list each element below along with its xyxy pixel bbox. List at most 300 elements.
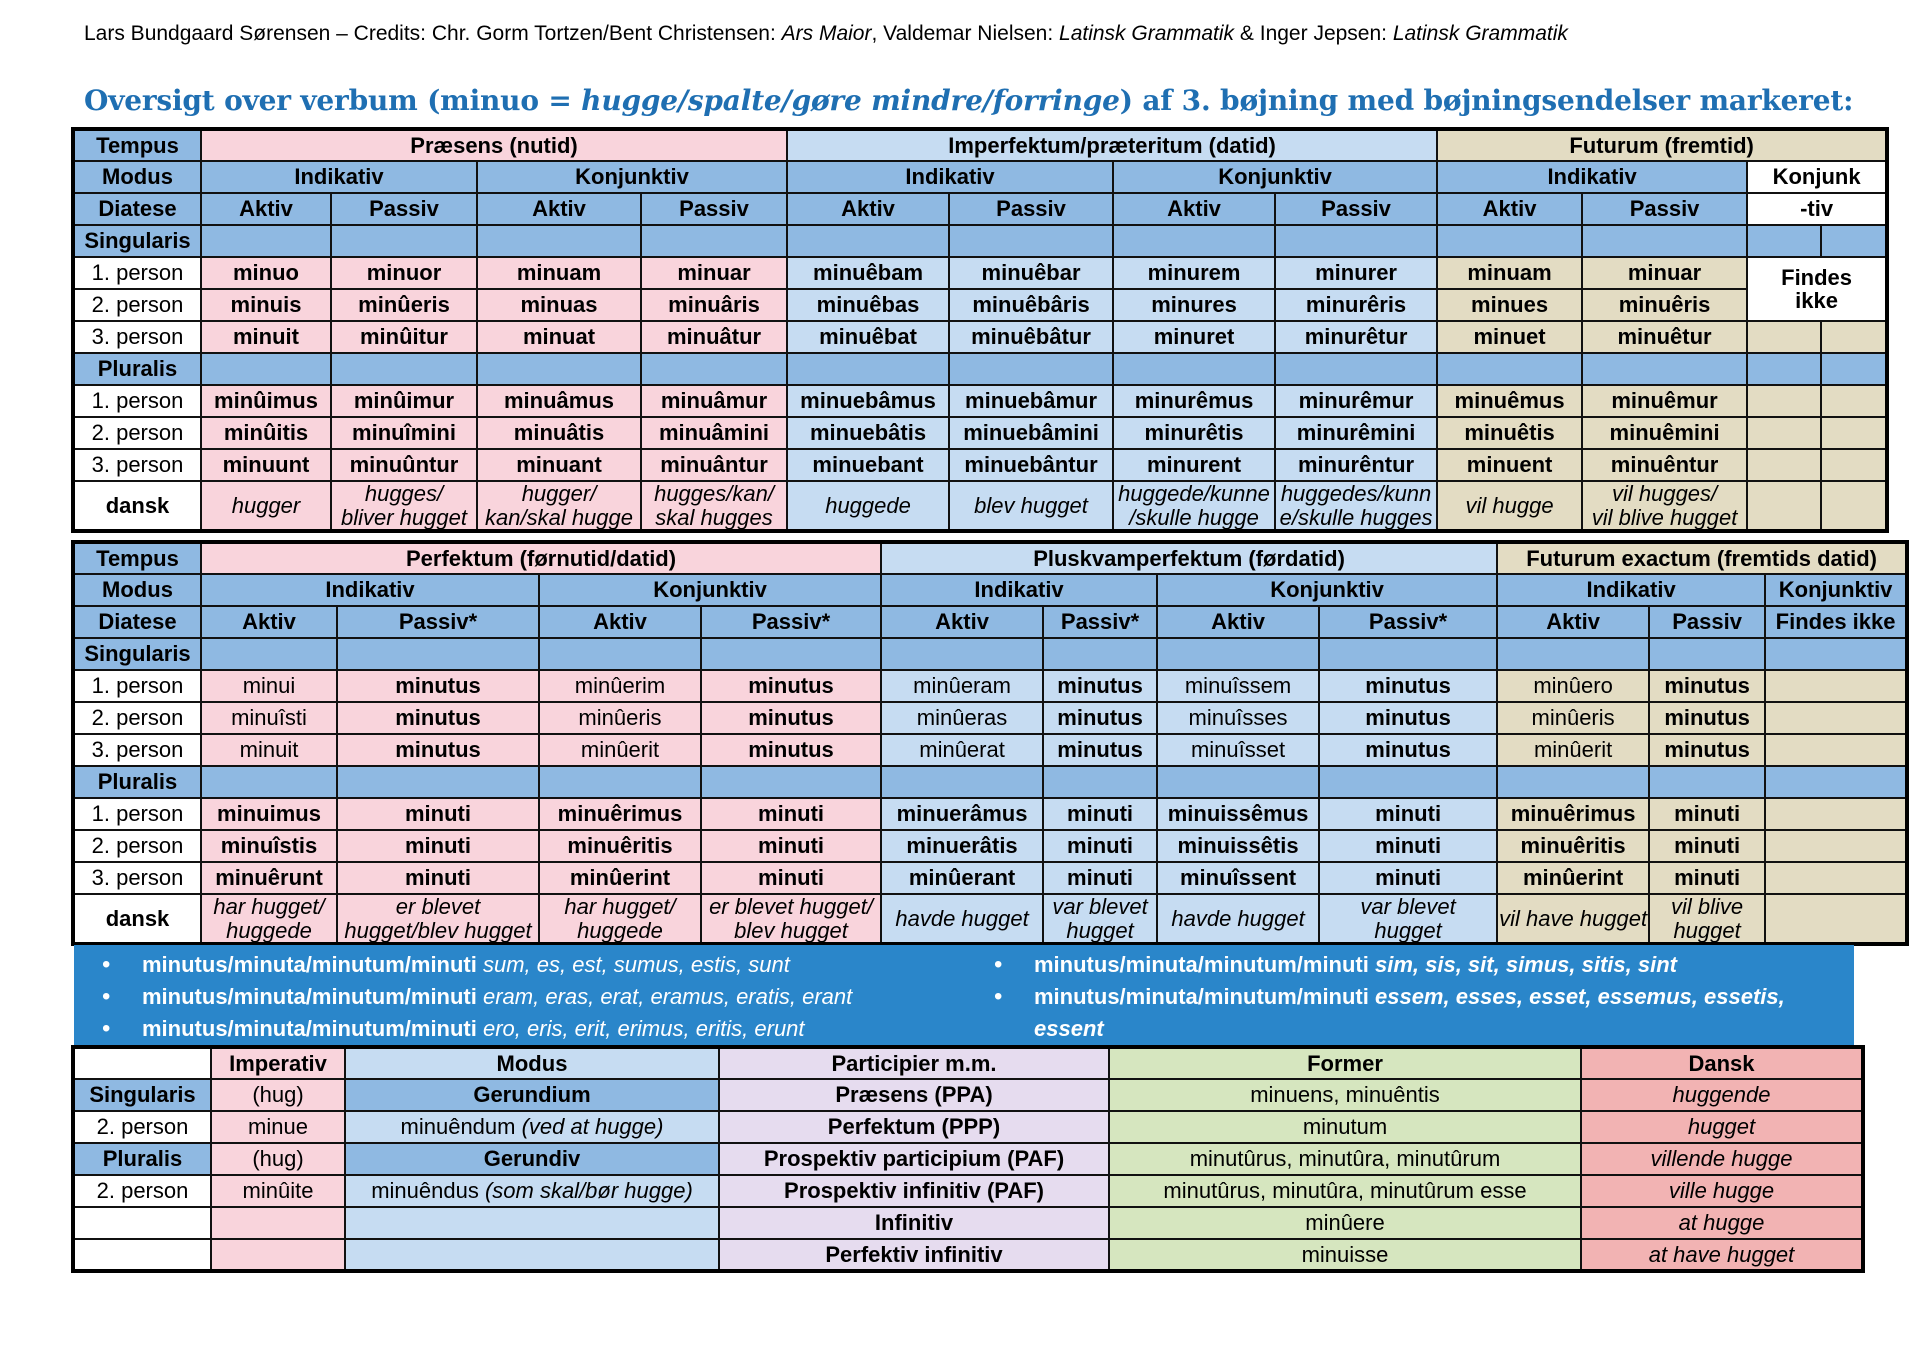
band-endings: ero, eris, erit, erimus, eritis, erunt	[476, 1016, 805, 1041]
spacer-cell	[1765, 638, 1907, 670]
verb-form: minuas	[477, 289, 641, 321]
danish-translation	[1275, 481, 1437, 531]
verb-form: minuissêmus	[1157, 798, 1319, 830]
row-label	[73, 1239, 211, 1271]
translation-line: hugget	[1374, 917, 1442, 943]
empty-cell	[1765, 894, 1907, 944]
verb-form: minuêrimus	[1497, 798, 1649, 830]
verb-form: minuti	[701, 830, 881, 862]
empty-cell	[1821, 417, 1887, 449]
verb-form: minutus	[1043, 670, 1157, 702]
former-value: minutum	[1109, 1111, 1581, 1143]
credits-prefix: Lars Bundgaard Sørensen – Credits: Chr. Gorm Tortzen/Bent Christensen:	[84, 22, 782, 45]
tempus-header: Perfektum (førnutid/datid)	[201, 542, 881, 574]
band-column-left	[102, 949, 852, 1045]
table-row	[73, 862, 1907, 894]
verb-form: minuêbat	[787, 321, 949, 353]
modus-text: Gerundium	[473, 1082, 591, 1108]
table-row	[73, 894, 1907, 944]
verb-form: minuti	[1043, 798, 1157, 830]
verb-form: minuêtur	[1582, 321, 1747, 353]
row-label: 2. person	[73, 1175, 211, 1207]
imperative-form	[211, 1239, 345, 1271]
table-row	[73, 161, 1887, 193]
empty-cell	[1765, 862, 1907, 894]
verb-form: minûerim	[539, 670, 701, 702]
participle-label: Prospektiv infinitiv (PAF)	[719, 1175, 1109, 1207]
verb-form: minûimur	[331, 385, 477, 417]
table-row	[73, 321, 1887, 353]
verb-form: minuebântur	[949, 449, 1113, 481]
spacer-cell	[1765, 766, 1907, 798]
danish-translation	[701, 894, 881, 944]
table-row	[73, 129, 1887, 161]
spacer-cell	[539, 766, 701, 798]
verb-form: minûerant	[881, 862, 1043, 894]
table-row	[73, 1111, 1863, 1143]
person-label: 1. person	[73, 385, 201, 417]
verb-form: minuret	[1113, 321, 1275, 353]
band-bold: minutus/minuta/minutum/minuti	[142, 1016, 477, 1041]
empty-cell	[1747, 385, 1821, 417]
translation-line: kan/skal hugge	[485, 504, 633, 530]
modus-form	[345, 1079, 719, 1111]
verb-form: minutus	[701, 734, 881, 766]
diatese-header: Passiv	[641, 193, 787, 225]
page-title-post: ) af 3. bøjning med bøjningsendelser markeret:	[1119, 84, 1854, 117]
verb-form: minuîsses	[1157, 702, 1319, 734]
verb-form: minutus	[1649, 734, 1765, 766]
modus-text: minuêndum	[400, 1114, 516, 1140]
person-label: 3. person	[73, 862, 201, 894]
translation-line: vil blive	[1671, 894, 1744, 920]
table-row	[73, 1047, 1863, 1079]
diatese-header: Aktiv	[201, 193, 331, 225]
verb-form: minuâmur	[641, 385, 787, 417]
credits-mid-2: & Inger Jepsen:	[1234, 22, 1393, 45]
modus-text: Gerundiv	[483, 1146, 581, 1172]
empty-cell	[1765, 798, 1907, 830]
table-row	[73, 638, 1907, 670]
tempus-header: Imperfektum/præteritum (datid)	[787, 129, 1437, 161]
verb-form: minurêtis	[1113, 417, 1275, 449]
verb-form: minurêris	[1275, 289, 1437, 321]
table-row	[73, 830, 1907, 862]
verb-form: minurêmur	[1275, 385, 1437, 417]
verb-form: minuâtis	[477, 417, 641, 449]
verb-form: minuâris	[641, 289, 787, 321]
translation-line: hugget	[1673, 917, 1741, 943]
empty-cell	[1821, 385, 1887, 417]
spacer-cell	[539, 638, 701, 670]
modus-header: Konjunktiv	[477, 161, 787, 193]
translation-line: blev hugget	[734, 917, 848, 943]
credits-mid-1: , Valdemar Nielsen:	[871, 22, 1060, 45]
empty-cell	[73, 1047, 211, 1079]
spacer-cell	[201, 766, 337, 798]
verb-form: minuent	[1437, 449, 1582, 481]
credits-line	[84, 22, 1568, 46]
modus-header: Indikativ	[881, 574, 1157, 606]
verb-form: minuêbam	[787, 257, 949, 289]
verb-form: minui	[201, 670, 337, 702]
ikke-text: ikke	[1795, 288, 1838, 313]
verb-form: minûeras	[881, 702, 1043, 734]
verb-form: minuti	[1043, 830, 1157, 862]
label-dansk: dansk	[73, 894, 201, 944]
empty-cell	[1747, 481, 1821, 531]
former-value: minuisse	[1109, 1239, 1581, 1271]
diatese-header: Passiv	[331, 193, 477, 225]
verb-form: minuêrimus	[539, 798, 701, 830]
translation-line: bliver hugget	[341, 504, 467, 530]
verb-form: minuîssent	[1157, 862, 1319, 894]
diatese-header: Aktiv	[539, 606, 701, 638]
spacer-cell	[1043, 638, 1157, 670]
danish-value: at have hugget	[1581, 1239, 1863, 1271]
verb-form: minuebâmur	[949, 385, 1113, 417]
translation-line: /skulle hugge	[1129, 504, 1259, 530]
person-label: 1. person	[73, 798, 201, 830]
empty-cell	[1765, 702, 1907, 734]
label-dansk: dansk	[73, 481, 201, 531]
danish-translation	[787, 481, 949, 531]
danish-translation	[1582, 481, 1747, 531]
table-row	[73, 1143, 1863, 1175]
band-bold: minutus/minuta/minutum/minuti	[142, 952, 477, 977]
participle-label: Prospektiv participium (PAF)	[719, 1143, 1109, 1175]
spacer-cell	[1582, 353, 1747, 385]
former-value: minuens, minuêntis	[1109, 1079, 1581, 1111]
diatese-header: Findes ikke	[1765, 606, 1907, 638]
spacer-cell	[1821, 225, 1887, 257]
tempus-header: Pluskvamperfektum (førdatid)	[881, 542, 1497, 574]
imperative-form: minue	[211, 1111, 345, 1143]
verb-form: minuant	[477, 449, 641, 481]
spacer-cell	[1319, 766, 1497, 798]
verb-form: minuor	[331, 257, 477, 289]
verb-form: minuat	[477, 321, 641, 353]
danish-translation	[1649, 894, 1765, 944]
modus-header: Konjunktiv	[539, 574, 881, 606]
translation-line: hugget/blev hugget	[344, 917, 532, 943]
table-row	[73, 417, 1887, 449]
translation-line: var blevet	[1360, 894, 1456, 920]
person-label: 2. person	[73, 830, 201, 862]
spacer-cell	[337, 638, 539, 670]
imperative-form	[211, 1207, 345, 1239]
verb-form: minuîstis	[201, 830, 337, 862]
spacer-cell	[201, 225, 331, 257]
spacer-cell	[1275, 225, 1437, 257]
spacer-cell	[337, 766, 539, 798]
table-row	[73, 670, 1907, 702]
former-value: minutûrus, minutûra, minutûrum esse	[1109, 1175, 1581, 1207]
modus-form	[345, 1143, 719, 1175]
translation-line: havde hugget	[1171, 905, 1305, 931]
column-header: Modus	[345, 1047, 719, 1079]
danish-value: at hugge	[1581, 1207, 1863, 1239]
empty-cell	[1765, 830, 1907, 862]
verb-form: minuti	[1649, 830, 1765, 862]
verb-form: minuebâtis	[787, 417, 949, 449]
spacer-cell	[701, 766, 881, 798]
band-item	[994, 1013, 1785, 1045]
label-modus: Modus	[73, 161, 201, 193]
verb-form: minuâmini	[641, 417, 787, 449]
verb-form: minuîsti	[201, 702, 337, 734]
page-title-pre: Oversigt over verbum (minuo =	[84, 84, 582, 117]
verb-form: minuêmur	[1582, 385, 1747, 417]
spacer-cell	[787, 353, 949, 385]
verb-form: minurent	[1113, 449, 1275, 481]
verb-form: minuar	[641, 257, 787, 289]
verb-form: minuêbâris	[949, 289, 1113, 321]
danish-value: hugget	[1581, 1111, 1863, 1143]
participle-label: Perfektum (PPP)	[719, 1111, 1109, 1143]
credits-book-1: Ars Maior	[781, 22, 872, 45]
verb-form: minurêmini	[1275, 417, 1437, 449]
translation-line: huggede/kunne	[1118, 481, 1270, 507]
verb-form: minutus	[1043, 734, 1157, 766]
band-bold: minutus/minuta/minutum/minuti	[1034, 984, 1369, 1009]
verb-form: minuîssem	[1157, 670, 1319, 702]
verb-form: minuêritis	[539, 830, 701, 862]
verb-form: minuti	[1043, 862, 1157, 894]
label-pluralis: Pluralis	[73, 353, 201, 385]
band-item	[102, 1013, 852, 1045]
diatese-header: Aktiv	[787, 193, 949, 225]
table-row	[73, 574, 1907, 606]
spacer-cell	[1649, 638, 1765, 670]
participle-label: Infinitiv	[719, 1207, 1109, 1239]
row-label	[73, 1207, 211, 1239]
verb-form: minuêmus	[1437, 385, 1582, 417]
band-column-right	[994, 949, 1785, 1045]
verb-form: minûerit	[539, 734, 701, 766]
verb-form: minuo	[201, 257, 331, 289]
spacer-cell	[1157, 766, 1319, 798]
spacer-cell	[1649, 766, 1765, 798]
column-header: Former	[1109, 1047, 1581, 1079]
person-label: 1. person	[73, 257, 201, 289]
verb-form: minuêmini	[1582, 417, 1747, 449]
modus-header: Indikativ	[1437, 161, 1747, 193]
verb-form: minuam	[1437, 257, 1582, 289]
verb-form: minuebâmini	[949, 417, 1113, 449]
verb-form: minûeris	[331, 289, 477, 321]
band-bold: minutus/minuta/minutum/minuti	[142, 984, 477, 1009]
danish-translation	[477, 481, 641, 531]
danish-translation	[1157, 894, 1319, 944]
translation-line: huggede	[226, 917, 312, 943]
verb-form: minûeram	[881, 670, 1043, 702]
verb-form: minuêtis	[1437, 417, 1582, 449]
diatese-header: Aktiv	[1157, 606, 1319, 638]
spacer-cell	[1157, 638, 1319, 670]
modus-header: Konjunk	[1747, 161, 1887, 193]
person-label: 3. person	[73, 734, 201, 766]
spacer-cell	[477, 225, 641, 257]
empty-cell	[1747, 449, 1821, 481]
table-row	[73, 225, 1887, 257]
forms-table	[71, 1045, 1865, 1273]
spacer-cell	[787, 225, 949, 257]
spacer-cell	[331, 353, 477, 385]
verb-form: minutus	[337, 734, 539, 766]
translation-line: hugges/	[364, 481, 444, 507]
modus-header: Konjunktiv	[1157, 574, 1497, 606]
table-row	[73, 766, 1907, 798]
verb-form: minuti	[1649, 798, 1765, 830]
diatese-header: Aktiv	[1437, 193, 1582, 225]
translation-line: huggede	[825, 492, 911, 518]
spacer-cell	[1747, 353, 1821, 385]
table-row	[73, 385, 1887, 417]
spacer-cell	[1497, 766, 1649, 798]
danish-translation	[1043, 894, 1157, 944]
tempus-header: Præsens (nutid)	[201, 129, 787, 161]
verb-form: minures	[1113, 289, 1275, 321]
verb-form: minûimus	[201, 385, 331, 417]
band-endings: sum, es, est, sumus, estis, sunt	[476, 952, 790, 977]
translation-line: var blevet	[1052, 894, 1148, 920]
band-endings: essent	[1034, 1016, 1104, 1041]
verb-form: minurem	[1113, 257, 1275, 289]
verb-form: minûerit	[1497, 734, 1649, 766]
spacer-cell	[1113, 225, 1275, 257]
verb-form: minuâmus	[477, 385, 641, 417]
translation-line: vil blive hugget	[1591, 504, 1738, 530]
verb-form: minûerint	[539, 862, 701, 894]
danish-translation	[201, 894, 337, 944]
translation-line: har hugget/	[564, 894, 676, 920]
table-row	[73, 449, 1887, 481]
verb-form: minutus	[1319, 734, 1497, 766]
diatese-header: Passiv	[1275, 193, 1437, 225]
verb-form: minuti	[337, 798, 539, 830]
modus-text: minuêndus	[371, 1178, 479, 1204]
page-title-italic: hugge/spalte/gøre mindre/forringe	[581, 84, 1120, 117]
table-row	[73, 1207, 1863, 1239]
modus-header: Indikativ	[201, 161, 477, 193]
modus-form	[345, 1111, 719, 1143]
verb-form: minutus	[701, 670, 881, 702]
former-value: minutûrus, minutûra, minutûrum	[1109, 1143, 1581, 1175]
translation-line: er blevet	[395, 894, 481, 920]
imperative-form: minûite	[211, 1175, 345, 1207]
verb-form: minuêbar	[949, 257, 1113, 289]
band-bold: minutus/minuta/minutum/minuti	[1034, 952, 1369, 977]
imperative-form: (hug)	[211, 1079, 345, 1111]
page-title	[84, 84, 1853, 117]
translation-line: hugges/kan/	[654, 481, 774, 507]
danish-translation	[949, 481, 1113, 531]
person-label: 2. person	[73, 417, 201, 449]
diatese-header: Aktiv	[1113, 193, 1275, 225]
empty-cell	[1821, 449, 1887, 481]
row-label: Singularis	[73, 1079, 211, 1111]
verb-form: minuit	[201, 321, 331, 353]
spacer-cell	[477, 353, 641, 385]
modus-header: Indikativ	[1497, 574, 1765, 606]
verb-form: minutus	[337, 670, 539, 702]
verb-form: minuîmini	[331, 417, 477, 449]
table-row	[73, 1175, 1863, 1207]
column-header: Dansk	[1581, 1047, 1863, 1079]
spacer-cell	[1275, 353, 1437, 385]
verb-form: minuti	[337, 830, 539, 862]
table-row	[73, 798, 1907, 830]
spacer-cell	[641, 225, 787, 257]
verb-form: minuis	[201, 289, 331, 321]
verb-form: minuunt	[201, 449, 331, 481]
modus-header: Konjunktiv	[1765, 574, 1907, 606]
verb-form: minurêntur	[1275, 449, 1437, 481]
spacer-cell	[1319, 638, 1497, 670]
label-pluralis: Pluralis	[73, 766, 201, 798]
verb-form: minurêmus	[1113, 385, 1275, 417]
spacer-cell	[701, 638, 881, 670]
spacer-cell	[1437, 353, 1582, 385]
spacer-cell	[331, 225, 477, 257]
verb-form: minûerint	[1497, 862, 1649, 894]
verb-form: minuerâmus	[881, 798, 1043, 830]
person-label: 3. person	[73, 449, 201, 481]
verb-form: minuêbas	[787, 289, 949, 321]
spacer-cell	[881, 766, 1043, 798]
verb-form: minutus	[1319, 670, 1497, 702]
empty-cell	[1821, 481, 1887, 531]
verb-form: minûitur	[331, 321, 477, 353]
person-label: 3. person	[73, 321, 201, 353]
verb-form: minuêritis	[1497, 830, 1649, 862]
spacer-cell	[1497, 638, 1649, 670]
verb-form: minuîsset	[1157, 734, 1319, 766]
danish-translation	[1319, 894, 1497, 944]
empty-cell	[1765, 734, 1907, 766]
band-item	[994, 949, 1785, 981]
verb-form: minuar	[1582, 257, 1747, 289]
label-diatese: Diatese	[73, 606, 201, 638]
translation-line: havde hugget	[895, 905, 1029, 931]
danish-value: villende hugge	[1581, 1143, 1863, 1175]
danish-translation	[201, 481, 331, 531]
spacer-cell	[1747, 225, 1821, 257]
verb-form: minuimus	[201, 798, 337, 830]
label-singularis: Singularis	[73, 638, 201, 670]
danish-translation	[1497, 894, 1649, 944]
translation-line: e/skulle hugges	[1279, 504, 1433, 530]
empty-cell	[1821, 321, 1887, 353]
label-tempus: Tempus	[73, 129, 201, 161]
verb-form: minûeris	[539, 702, 701, 734]
danish-translation	[641, 481, 787, 531]
verb-form: minuti	[701, 862, 881, 894]
empty-cell	[1747, 417, 1821, 449]
spacer-cell	[1043, 766, 1157, 798]
modus-header: -tiv	[1747, 193, 1887, 225]
tempus-header: Futurum exactum (fremtids datid)	[1497, 542, 1907, 574]
verb-form: minuet	[1437, 321, 1582, 353]
translation-line: vil have hugget	[1499, 905, 1648, 931]
verb-form: minurer	[1275, 257, 1437, 289]
credits-book-2: Latinsk Grammatik	[1059, 22, 1235, 45]
table-row	[73, 193, 1887, 225]
band-endings: essem, esses, esset, essemus, essetis,	[1368, 984, 1785, 1009]
tempus-header: Futurum (fremtid)	[1437, 129, 1887, 161]
spacer-cell	[1437, 225, 1582, 257]
